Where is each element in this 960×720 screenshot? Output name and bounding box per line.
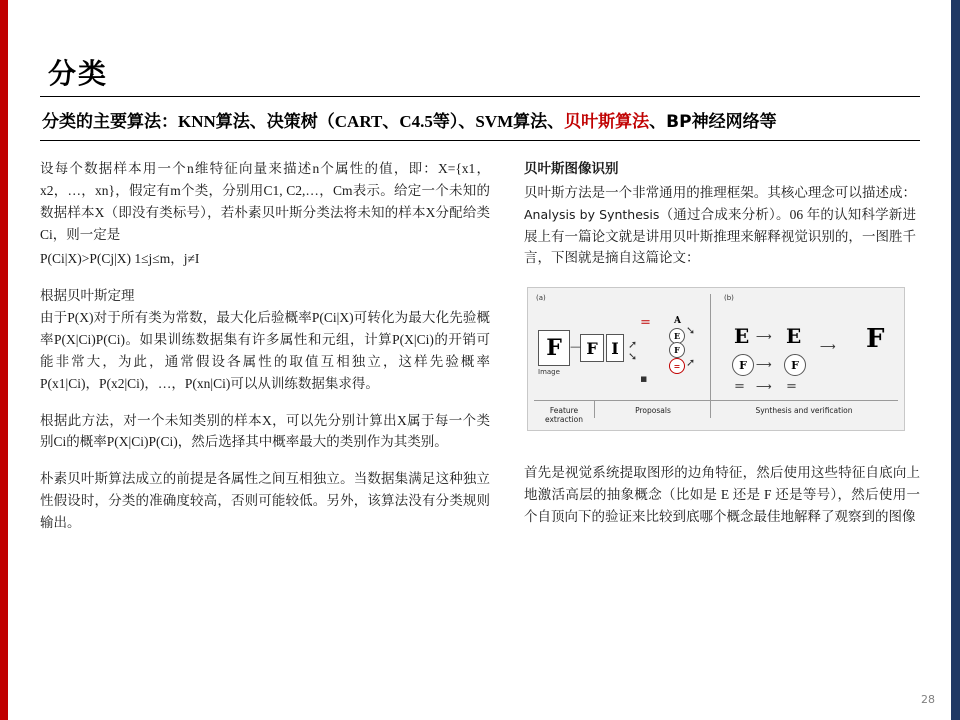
page-title: 分类	[48, 57, 109, 90]
figure-arrow-3-icon: ➘	[628, 350, 638, 363]
figure-b-arrow-3-icon: ⟶	[820, 340, 836, 353]
right-text-column	[524, 158, 916, 271]
subtitle-part2: C4.5	[399, 112, 433, 131]
subtitle-label: 分类的主要算法：	[42, 112, 178, 132]
figure-dash-bottom-icon: ▪	[640, 372, 648, 385]
subtitle-part3: 等）、SVM算法、	[432, 112, 565, 131]
figure-red-equals-top-icon: ＝	[640, 316, 651, 329]
figure-divider-2	[710, 294, 711, 418]
right-heading: 贝叶斯图像识别	[524, 161, 619, 176]
figure-b-letter-e2: E	[786, 324, 802, 348]
figure-b-node-f2: F	[784, 354, 806, 376]
left-paragraph-4: 由于P(X)对于所有类为常数，最大化后验概率P(Ci|X)可转化为最大化先验概率P(X|Ci)P(Ci)。如果训练数据集有许多属性和元组，计算P(X|Ci)的开销可能非常大，为此，通常假设各属性的取值互相独立，这样先验概率P(x1|Ci)，P(x2|Ci)，…，P(xn|Ci)可以从训练数据集求得。	[40, 310, 490, 391]
right-accent-bar	[951, 0, 960, 720]
figure-b-equals-1-icon: ＝	[734, 380, 745, 393]
right-paragraph-1b: （通过合成来分析）。06 年的认知科学新进展上有一篇论文就是讲用贝叶斯推理来解释视觉识别的，一图胜千言，下图就是摘自这篇论文：	[524, 206, 917, 266]
right-paragraph-1a: 贝叶斯方法是一个非常通用的推理框架。其核心理念可以描述成：	[524, 184, 916, 200]
left-text-column	[40, 158, 490, 549]
left-paragraph-6: 朴素贝叶斯算法成立的前提是各属性之间互相独立。当数据集满足这种独立性假设时，分类的准确度较高，否则可能较低。另外，该算法没有分类规则输出。	[40, 471, 490, 531]
figure-arrow-2-icon: ➚	[628, 338, 638, 351]
figure-explanation-text: 首先是视觉系统提取图形的边角特征，然后使用这些特征自底向上地激活高层的抽象概念（比如是 E 还是 F 还是等号），然后使用一个自顶向下的验证来比较到底哪个概念最佳地解释了观察到的图像	[524, 465, 920, 524]
left-paragraph-5: 根据此方法，对一个未知类别的样本X，可以先分别计算出X属于每一个类别Ci的概率P(X|Ci)P(Ci)，然后选择其中概率最大的类别作为其类别。	[40, 412, 490, 450]
figure-caption-feature-extraction: Feature extraction	[544, 406, 584, 424]
figure-arrow-4-icon: ➘	[686, 324, 696, 337]
figure-image-label: Image	[538, 368, 560, 376]
figure-node-e: E	[669, 328, 685, 344]
figure-b-equals-2-icon: ＝	[786, 380, 797, 393]
figure-letter-f-small: F	[580, 334, 604, 362]
figure-node-equals: =	[669, 358, 685, 374]
subtitle-divider	[40, 140, 920, 141]
figure-panel-a-label: (a)	[536, 294, 546, 302]
figure-node-f: F	[669, 342, 685, 358]
subtitle-part4: 、BP神经网络等	[649, 112, 777, 132]
figure-letter-f-box: F	[538, 330, 570, 366]
subtitle-line	[42, 107, 942, 132]
figure-b-arrow-2-icon: ⟶	[756, 358, 772, 371]
bayesian-recognition-figure	[527, 287, 905, 431]
figure-divider-1	[594, 400, 595, 418]
left-paragraph-3: 根据贝叶斯定理	[40, 288, 135, 304]
left-paragraph-1: 设每个数据样本用一个n维特征向量来描述n个属性的值，即：X={x1，x2，…，xn}，假定有m个类，分别用C1, C2,…，Cm表示。给定一个未知的数据样本X（即没有类标号），若朴素贝叶斯分类法将未知的样本X分配给类Ci，则一定是	[40, 161, 490, 242]
right-paragraph-1-term: Analysis by Synthesis	[524, 206, 660, 222]
left-paragraph-2: P(Ci|X)>P(Cj|X) 1≤j≤m，j≠I	[40, 251, 200, 267]
figure-caption-proposals: Proposals	[635, 406, 671, 415]
subtitle-part1: KNN算法、决策树（CART、	[178, 112, 400, 131]
figure-b-node-f1: F	[732, 354, 754, 376]
right-paragraph-1	[524, 182, 916, 269]
figure-b-letter-e1: E	[734, 324, 750, 348]
figure-b-letter-f3: F	[866, 324, 885, 354]
figure-panel-b-label: (b)	[724, 294, 734, 302]
figure-b-arrow-1-icon: ⟶	[756, 330, 772, 343]
figure-arrow-5-icon: ➚	[686, 356, 696, 369]
figure-node-a: A	[674, 316, 681, 326]
subtitle-highlight: 贝叶斯算法	[564, 112, 650, 132]
figure-bottom-divider	[534, 400, 898, 401]
left-accent-bar	[0, 0, 8, 720]
figure-letter-i-box: I	[606, 334, 624, 362]
figure-b-arrow-4-icon: ⟶	[756, 380, 772, 393]
page-number: 28	[921, 693, 935, 706]
figure-caption-synthesis: Synthesis and verification	[755, 406, 853, 415]
title-divider	[40, 96, 920, 97]
figure-arrow-1-icon: —	[570, 340, 581, 353]
